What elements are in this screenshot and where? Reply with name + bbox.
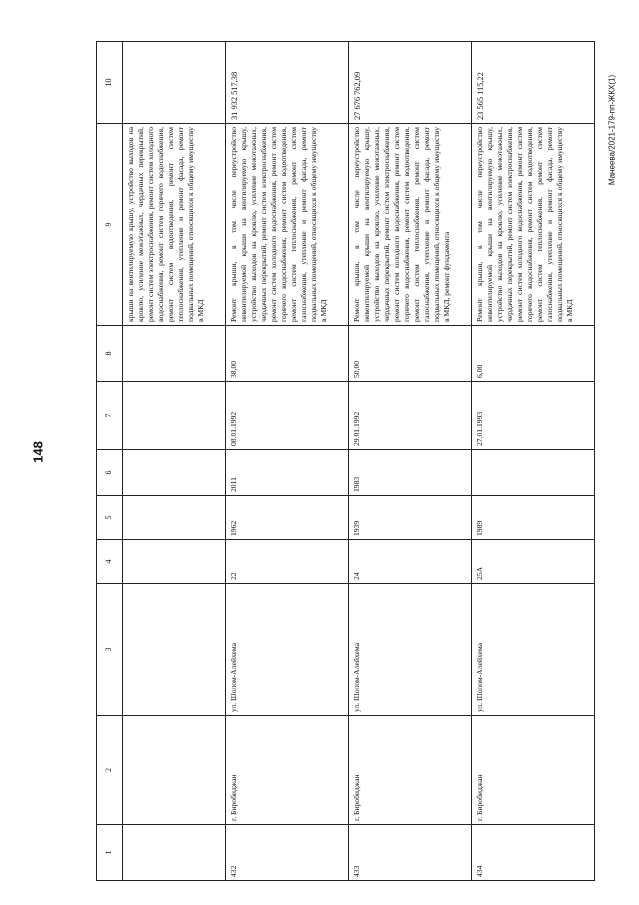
col6-cell: 1983 [349, 450, 472, 496]
row-number: 433 [349, 825, 472, 881]
street-cell: ул. Шолом-Алейхема [226, 584, 349, 716]
city-cell: г. Биробиджан [349, 716, 472, 825]
header-cell-5: 5 [97, 496, 123, 540]
amount-cell: 27 676 762,09 [349, 42, 472, 124]
house-cell: 22 [226, 540, 349, 584]
table-row-434 [472, 42, 595, 881]
capital-repair-table [96, 41, 595, 881]
table-row-432 [226, 42, 349, 881]
document-footer-code: Манеева/2021-179-пп-ЖКХ(1) [607, 74, 617, 186]
col8-cell: 6,00 [472, 326, 595, 382]
continuation-row [123, 42, 226, 881]
amount-cell: 31 932 517,38 [226, 42, 349, 124]
street-cell: ул. Шолом-Алейхема [349, 584, 472, 716]
header-cell-10: 10 [97, 42, 123, 124]
col6-cell [472, 450, 595, 496]
row-number: 432 [226, 825, 349, 881]
works-cell: Ремонт крыши, в том числе переустройство невентилируемой крыши на вентилируемую крышу, устройство выходов на кровлю, усиление межэтажных, чердачных перекрытий, ремонт систем электроснабжения, ремонт систем холодного водоснабжения, ремонт систем горячего водоснабжения, ремонт систем водоотведения, ремонт систем теплоснабжения, ремонт систем газоснабжения, утепление и ремонт фасада, ремонт подвальных помещений, относящихся к общему имуществу в МКД, ремонт фундамента [349, 124, 472, 326]
house-cell: 25А [472, 540, 595, 584]
page-number: 148 [30, 441, 46, 463]
continuation-works-cell: крыши на вентилируемую крышу, устройство выходов на кровлю, усиление межэтажных, чердачных перекрытий, ремонт систем электроснабжения, ремонт систем холодного водоснабжения, ремонт систем горячего водоснабжения, ремонт систем водоотведения, ремонт систем теплоснабжения, утепление и ремонт фасада, ремонт подвальных помещений, относящихся к общему имуществу в МКД [123, 124, 226, 326]
year-built-cell: 1962 [226, 496, 349, 540]
date-cell: 29.01.1992 [349, 382, 472, 450]
header-cell-8: 8 [97, 326, 123, 382]
rotated-table-wrapper [96, 42, 593, 881]
col6-cell: 2011 [226, 450, 349, 496]
house-cell: 24 [349, 540, 472, 584]
year-built-cell: 1939 [349, 496, 472, 540]
year-built-cell: 1989 [472, 496, 595, 540]
header-cell-2: 2 [97, 716, 123, 825]
header-cell-6: 6 [97, 450, 123, 496]
works-cell: Ремонт крыши, в том числе переустройство невентилируемой крыши на вентилируемую крышу, устройство выходов на кровлю, усиление межэтажных, чердачных перекрытий, ремонт систем электроснабжения, ремонт систем холодного водоснабжения, ремонт систем горячего водоснабжения, ремонт систем водоотведения, ремонт систем теплоснабжения, ремонт систем газоснабжения, утепление и ремонт фасада, ремонт подвальных помещений, относящихся к общему имуществу в МКД [226, 124, 349, 326]
header-cell-4: 4 [97, 540, 123, 584]
col8-cell: 50,00 [349, 326, 472, 382]
header-cell-1: 1 [97, 825, 123, 881]
header-cell-3: 3 [97, 584, 123, 716]
col8-cell: 38,00 [226, 326, 349, 382]
header-cell-9: 9 [97, 124, 123, 326]
date-cell: 08.01.1992 [226, 382, 349, 450]
works-cell: Ремонт крыши, в том числе переустройство невентилируемой крыши на вентилируемую крышу, устройство выходов на кровлю, усиление межэтажных, чердачных перекрытий, ремонт систем электроснабжения, ремонт систем холодного водоснабжения, ремонт систем горячего водоснабжения, ремонт систем водоотведения, ремонт систем теплоснабжения, ремонт систем газоснабжения, утепление и ремонт фасада, ремонт подвальных помещений, относящихся к общему имуществу в МКД [472, 124, 595, 326]
row-number: 434 [472, 825, 595, 881]
table-row-433 [349, 42, 472, 881]
date-cell: 27.01.1993 [472, 382, 595, 450]
amount-cell: 23 565 115,22 [472, 42, 595, 124]
street-cell: ул. Шолом-Алейхема [472, 584, 595, 716]
header-row [97, 42, 123, 881]
city-cell: г. Биробиджан [472, 716, 595, 825]
city-cell: г. Биробиджан [226, 716, 349, 825]
header-cell-7: 7 [97, 382, 123, 450]
